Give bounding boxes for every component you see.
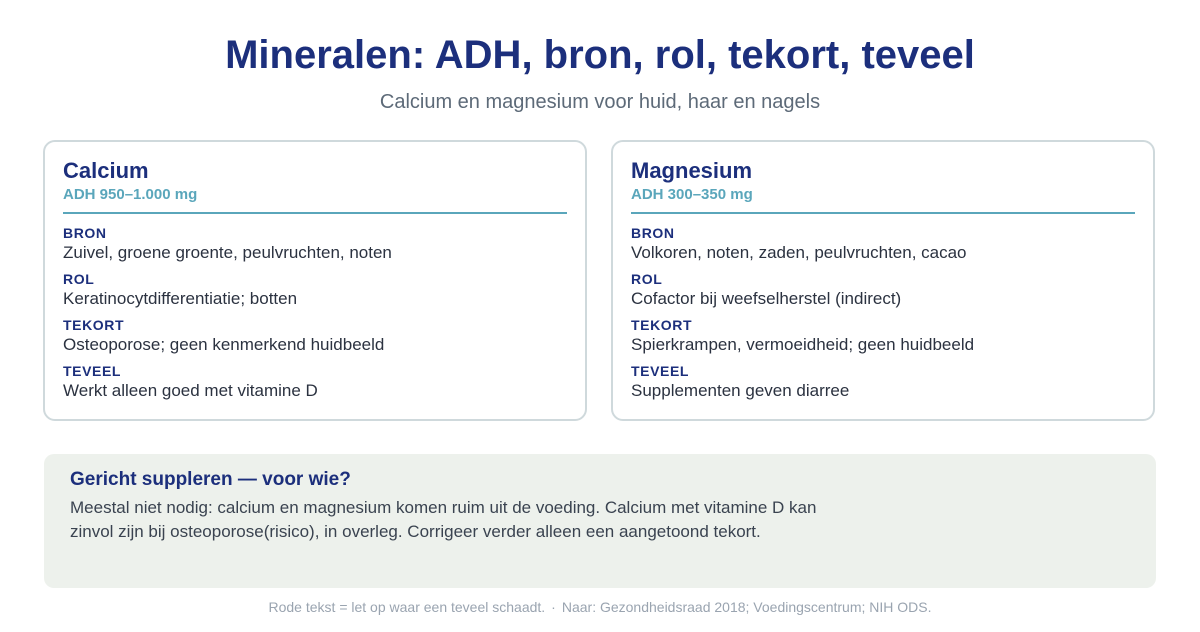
row-label: BRON	[63, 225, 107, 241]
row-rol	[63, 271, 567, 310]
footer-source: Naar: Gezondheidsraad 2018; Voedingscentrum; NIH ODS.	[561, 599, 932, 615]
card-title: Magnesium	[631, 158, 753, 183]
row-label: TEVEEL	[631, 363, 690, 379]
card-rows	[631, 225, 1135, 402]
card-adh: ADH 300–350 mg	[631, 185, 1135, 214]
row-value: Werkt alleen goed met vitamine D	[63, 381, 318, 400]
row-value: Zuivel, groene groente, peulvruchten, noten	[63, 243, 392, 262]
row-label: BRON	[631, 225, 675, 241]
note-title: Gericht suppleren — voor wie?	[70, 469, 351, 490]
card-adh: ADH 950–1.000 mg	[63, 185, 567, 214]
row-label: TEKORT	[63, 317, 125, 333]
row-value: Keratinocytdifferentiatie; botten	[63, 289, 298, 308]
supplement-note	[44, 454, 1156, 588]
row-label: TEVEEL	[63, 363, 122, 379]
row-label: TEKORT	[631, 317, 693, 333]
card-magnesium	[611, 140, 1155, 421]
row-value: Supplementen geven diarree	[631, 381, 850, 400]
row-value: Osteoporose; geen kenmerkend huidbeeld	[63, 335, 385, 354]
row-tekort	[63, 317, 567, 356]
footer-legend: Rode tekst = let op waar een teveel schaadt.	[268, 599, 546, 615]
row-value: Cofactor bij weefselherstel (indirect)	[631, 289, 902, 308]
card-calcium	[43, 140, 587, 421]
page-title: Mineralen: ADH, bron, rol, tekort, teveel	[225, 33, 975, 77]
row-label: ROL	[631, 271, 663, 287]
row-value: Volkoren, noten, zaden, peulvruchten, cacao	[631, 243, 967, 262]
row-tekort	[631, 317, 1135, 356]
card-rows	[63, 225, 567, 402]
footer-separator: ·	[551, 599, 556, 615]
row-bron	[63, 225, 567, 264]
row-value: Spierkrampen, vermoeidheid; geen huidbeeld	[631, 335, 975, 354]
row-teveel	[631, 363, 1135, 402]
row-label: ROL	[63, 271, 95, 287]
page-subtitle: Calcium en magnesium voor huid, haar en nagels	[379, 91, 821, 113]
footer	[0, 598, 1200, 616]
row-teveel	[63, 363, 567, 402]
row-rol	[631, 271, 1135, 310]
card-title: Calcium	[63, 158, 149, 183]
note-body: Meestal niet nodig: calcium en magnesium komen ruim uit de voeding. Calcium met vitamine D kan zinvol zijn bij osteoporose(risico), in overleg. Corrigeer verder alleen een aangetoond tekort.	[70, 498, 817, 541]
row-bron	[631, 225, 1135, 264]
